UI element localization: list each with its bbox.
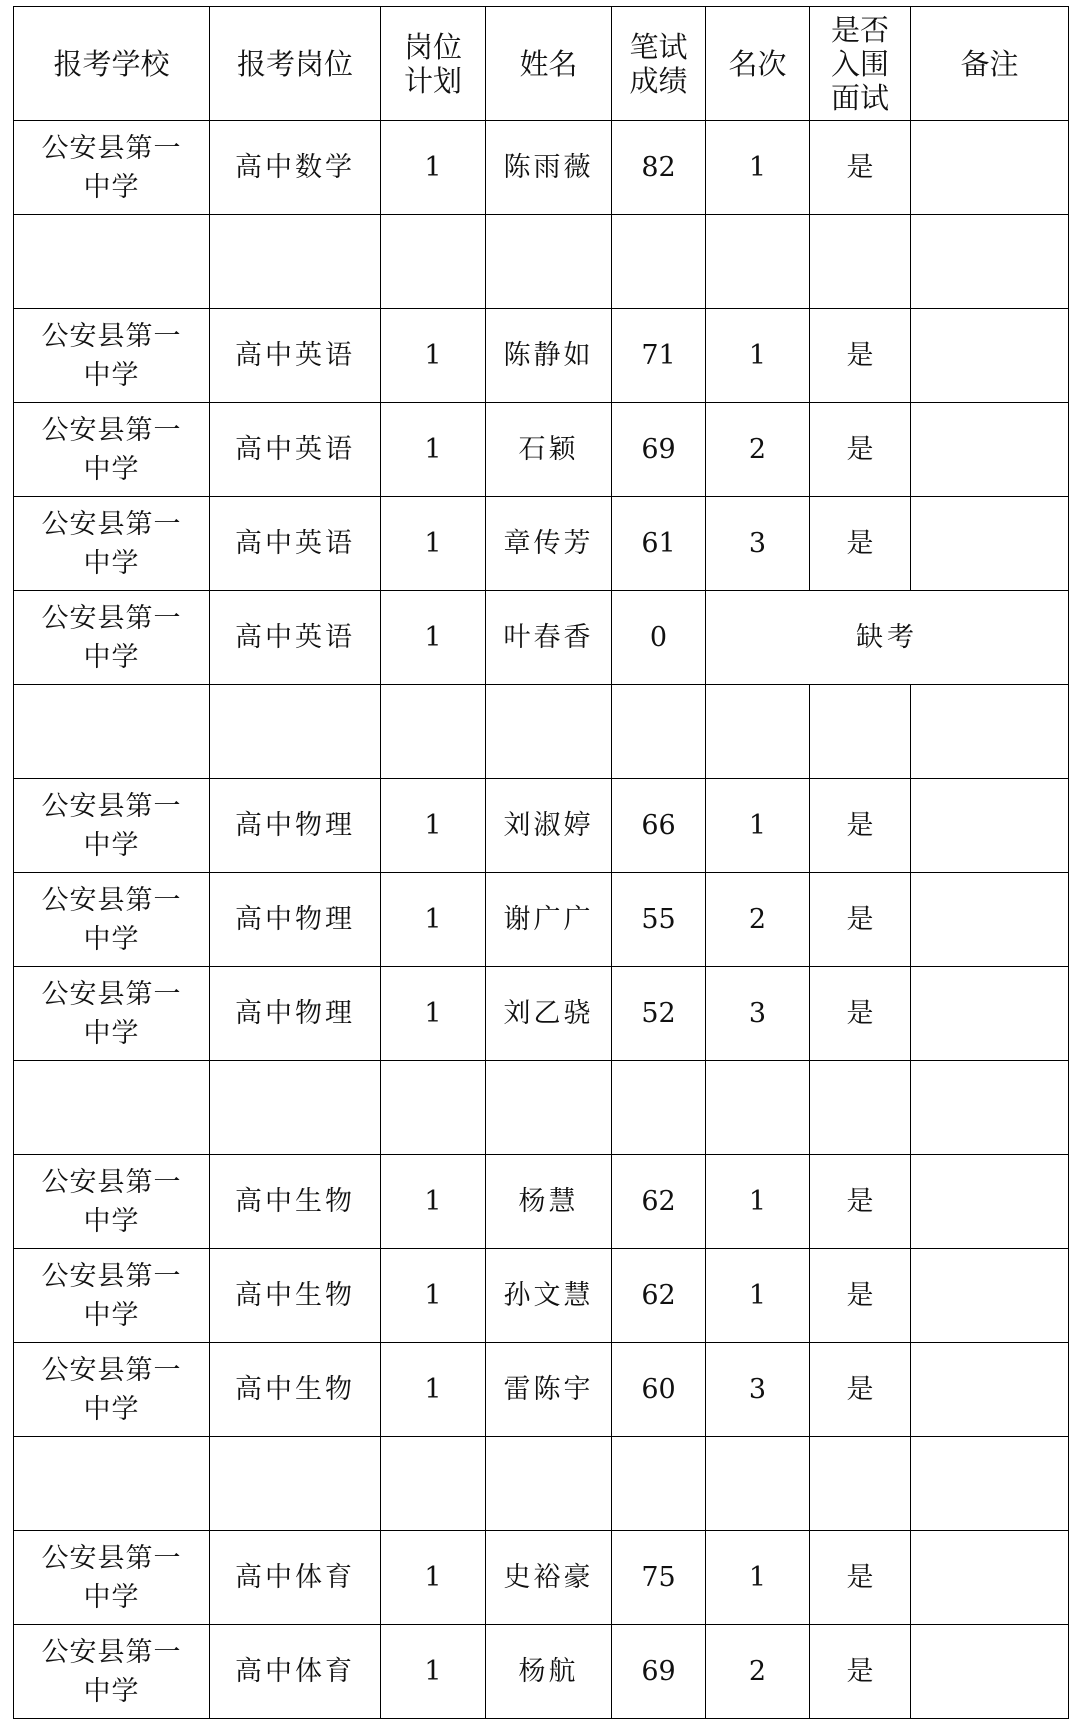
exam-results-table — [13, 6, 1069, 1719]
school-line: 中学 — [83, 547, 140, 579]
header-interview: 是否 入围 面试 — [810, 7, 911, 121]
plan-cell: 1 — [381, 1249, 486, 1343]
header-name: 姓名 — [486, 7, 612, 121]
interview-cell: 是 — [810, 1249, 911, 1343]
interview-cell: 是 — [810, 1343, 911, 1437]
empty-cell — [381, 1437, 486, 1531]
rank-cell: 2 — [706, 1625, 810, 1719]
school-line: 中学 — [83, 171, 140, 203]
school-line: 公安县第一 — [41, 132, 182, 164]
empty-cell — [911, 215, 1069, 309]
score-cell: 0 — [612, 591, 706, 685]
interview-cell: 是 — [810, 1625, 911, 1719]
empty-cell — [14, 685, 210, 779]
empty-cell — [706, 1437, 810, 1531]
school-line: 中学 — [83, 641, 140, 673]
empty-cell — [911, 1437, 1069, 1531]
school-cell — [14, 1625, 210, 1719]
table-row — [14, 1155, 1069, 1249]
empty-cell — [14, 1437, 210, 1531]
post-cell: 高中数学 — [210, 121, 381, 215]
school-line: 中学 — [83, 359, 140, 391]
school-line: 公安县第一 — [41, 508, 182, 540]
name-cell: 章传芳 — [486, 497, 612, 591]
empty-cell — [810, 215, 911, 309]
plan-cell: 1 — [381, 779, 486, 873]
school-cell — [14, 309, 210, 403]
school-cell — [14, 873, 210, 967]
empty-cell — [911, 685, 1069, 779]
score-cell: 69 — [612, 403, 706, 497]
score-cell: 61 — [612, 497, 706, 591]
name-cell: 谢广广 — [486, 873, 612, 967]
post-cell: 高中英语 — [210, 403, 381, 497]
post-cell: 高中物理 — [210, 967, 381, 1061]
interview-cell: 是 — [810, 497, 911, 591]
score-cell: 60 — [612, 1343, 706, 1437]
header-school: 报考学校 — [14, 7, 210, 121]
post-cell: 高中体育 — [210, 1531, 381, 1625]
name-cell: 杨慧 — [486, 1155, 612, 1249]
school-line: 公安县第一 — [41, 602, 182, 634]
school-line: 中学 — [83, 829, 140, 861]
table-row — [14, 873, 1069, 967]
note-cell — [911, 1249, 1069, 1343]
school-line: 中学 — [83, 1675, 140, 1707]
plan-cell: 1 — [381, 403, 486, 497]
empty-cell — [486, 1437, 612, 1531]
school-line: 中学 — [83, 1581, 140, 1613]
empty-cell — [210, 1437, 381, 1531]
note-cell — [911, 1343, 1069, 1437]
empty-cell — [810, 1061, 911, 1155]
note-cell — [911, 1531, 1069, 1625]
school-line: 中学 — [83, 923, 140, 955]
empty-cell — [612, 1061, 706, 1155]
empty-cell — [810, 1437, 911, 1531]
plan-cell: 1 — [381, 967, 486, 1061]
note-cell — [911, 1155, 1069, 1249]
results-page — [13, 6, 1068, 1727]
empty-cell — [14, 1061, 210, 1155]
interview-cell: 是 — [810, 873, 911, 967]
name-cell: 刘乙骁 — [486, 967, 612, 1061]
table-row — [14, 1531, 1069, 1625]
name-cell: 陈雨薇 — [486, 121, 612, 215]
empty-cell — [381, 1061, 486, 1155]
empty-cell — [612, 1437, 706, 1531]
plan-cell: 1 — [381, 1625, 486, 1719]
post-cell: 高中英语 — [210, 309, 381, 403]
rank-cell: 1 — [706, 779, 810, 873]
rank-cell: 2 — [706, 873, 810, 967]
post-cell: 高中生物 — [210, 1249, 381, 1343]
empty-cell — [210, 1061, 381, 1155]
post-cell: 高中物理 — [210, 779, 381, 873]
school-line: 公安县第一 — [41, 320, 182, 352]
header-plan: 岗位 计划 — [381, 7, 486, 121]
score-cell: 69 — [612, 1625, 706, 1719]
plan-cell: 1 — [381, 1343, 486, 1437]
rank-cell: 3 — [706, 1343, 810, 1437]
table-row — [14, 967, 1069, 1061]
plan-cell: 1 — [381, 1155, 486, 1249]
name-cell: 孙文慧 — [486, 1249, 612, 1343]
table-row — [14, 121, 1069, 215]
score-cell: 52 — [612, 967, 706, 1061]
school-line: 公安县第一 — [41, 1260, 182, 1292]
empty-cell — [486, 1061, 612, 1155]
header-score: 笔试 成绩 — [612, 7, 706, 121]
table-row — [14, 309, 1069, 403]
rank-cell: 3 — [706, 497, 810, 591]
header-note: 备注 — [911, 7, 1069, 121]
post-cell: 高中体育 — [210, 1625, 381, 1719]
score-cell: 75 — [612, 1531, 706, 1625]
school-line: 中学 — [83, 1393, 140, 1425]
plan-cell: 1 — [381, 497, 486, 591]
name-cell: 雷陈宇 — [486, 1343, 612, 1437]
table-row — [14, 1249, 1069, 1343]
name-cell: 陈静如 — [486, 309, 612, 403]
school-line: 公安县第一 — [41, 1166, 182, 1198]
interview-cell: 是 — [810, 1531, 911, 1625]
note-cell — [911, 309, 1069, 403]
school-cell — [14, 967, 210, 1061]
blank-row — [14, 1061, 1069, 1155]
interview-cell: 是 — [810, 121, 911, 215]
school-cell — [14, 403, 210, 497]
score-cell: 71 — [612, 309, 706, 403]
rank-cell: 1 — [706, 1155, 810, 1249]
post-cell: 高中英语 — [210, 591, 381, 685]
empty-cell — [911, 1061, 1069, 1155]
empty-cell — [810, 685, 911, 779]
header-rank: 名次 — [706, 7, 810, 121]
empty-cell — [381, 215, 486, 309]
interview-cell: 是 — [810, 309, 911, 403]
plan-cell: 1 — [381, 1531, 486, 1625]
empty-cell — [486, 215, 612, 309]
score-cell: 66 — [612, 779, 706, 873]
absent-status: 缺考 — [706, 591, 1069, 685]
school-line: 中学 — [83, 1205, 140, 1237]
score-cell: 62 — [612, 1249, 706, 1343]
table-body — [14, 121, 1069, 1719]
header-post: 报考岗位 — [210, 7, 381, 121]
table-row — [14, 1625, 1069, 1719]
table-row — [14, 591, 1069, 685]
school-line: 公安县第一 — [41, 1354, 182, 1386]
school-cell — [14, 497, 210, 591]
note-cell — [911, 1625, 1069, 1719]
score-cell: 55 — [612, 873, 706, 967]
school-line: 公安县第一 — [41, 1636, 182, 1668]
empty-cell — [706, 685, 810, 779]
interview-cell: 是 — [810, 403, 911, 497]
note-cell — [911, 873, 1069, 967]
school-cell — [14, 1155, 210, 1249]
school-cell — [14, 779, 210, 873]
note-cell — [911, 403, 1069, 497]
plan-cell: 1 — [381, 309, 486, 403]
empty-cell — [210, 685, 381, 779]
school-line: 中学 — [83, 1299, 140, 1331]
note-cell — [911, 497, 1069, 591]
empty-cell — [210, 215, 381, 309]
post-cell: 高中生物 — [210, 1343, 381, 1437]
school-line: 中学 — [83, 1017, 140, 1049]
name-cell: 叶春香 — [486, 591, 612, 685]
name-cell: 刘淑婷 — [486, 779, 612, 873]
empty-cell — [612, 685, 706, 779]
empty-cell — [706, 215, 810, 309]
score-cell: 82 — [612, 121, 706, 215]
table-row — [14, 1343, 1069, 1437]
school-line: 中学 — [83, 453, 140, 485]
school-cell — [14, 1531, 210, 1625]
empty-cell — [612, 215, 706, 309]
name-cell: 史裕豪 — [486, 1531, 612, 1625]
plan-cell: 1 — [381, 591, 486, 685]
school-line: 公安县第一 — [41, 414, 182, 446]
empty-cell — [486, 685, 612, 779]
blank-row — [14, 1437, 1069, 1531]
interview-cell: 是 — [810, 1155, 911, 1249]
interview-cell: 是 — [810, 779, 911, 873]
interview-cell: 是 — [810, 967, 911, 1061]
school-line: 公安县第一 — [41, 1542, 182, 1574]
blank-row — [14, 215, 1069, 309]
name-cell: 杨航 — [486, 1625, 612, 1719]
rank-cell: 3 — [706, 967, 810, 1061]
table-row — [14, 779, 1069, 873]
rank-cell: 1 — [706, 1531, 810, 1625]
school-cell — [14, 591, 210, 685]
empty-cell — [14, 215, 210, 309]
note-cell — [911, 121, 1069, 215]
name-cell: 石颖 — [486, 403, 612, 497]
header-row — [14, 7, 1069, 121]
school-line: 公安县第一 — [41, 884, 182, 916]
plan-cell: 1 — [381, 873, 486, 967]
post-cell: 高中物理 — [210, 873, 381, 967]
school-cell — [14, 1343, 210, 1437]
score-cell: 62 — [612, 1155, 706, 1249]
empty-cell — [706, 1061, 810, 1155]
rank-cell: 2 — [706, 403, 810, 497]
post-cell: 高中英语 — [210, 497, 381, 591]
rank-cell: 1 — [706, 1249, 810, 1343]
school-cell — [14, 1249, 210, 1343]
note-cell — [911, 779, 1069, 873]
plan-cell: 1 — [381, 121, 486, 215]
table-row — [14, 403, 1069, 497]
school-line: 公安县第一 — [41, 790, 182, 822]
blank-row — [14, 685, 1069, 779]
empty-cell — [381, 685, 486, 779]
post-cell: 高中生物 — [210, 1155, 381, 1249]
school-line: 公安县第一 — [41, 978, 182, 1010]
school-cell — [14, 121, 210, 215]
rank-cell: 1 — [706, 121, 810, 215]
note-cell — [911, 967, 1069, 1061]
table-row — [14, 497, 1069, 591]
rank-cell: 1 — [706, 309, 810, 403]
